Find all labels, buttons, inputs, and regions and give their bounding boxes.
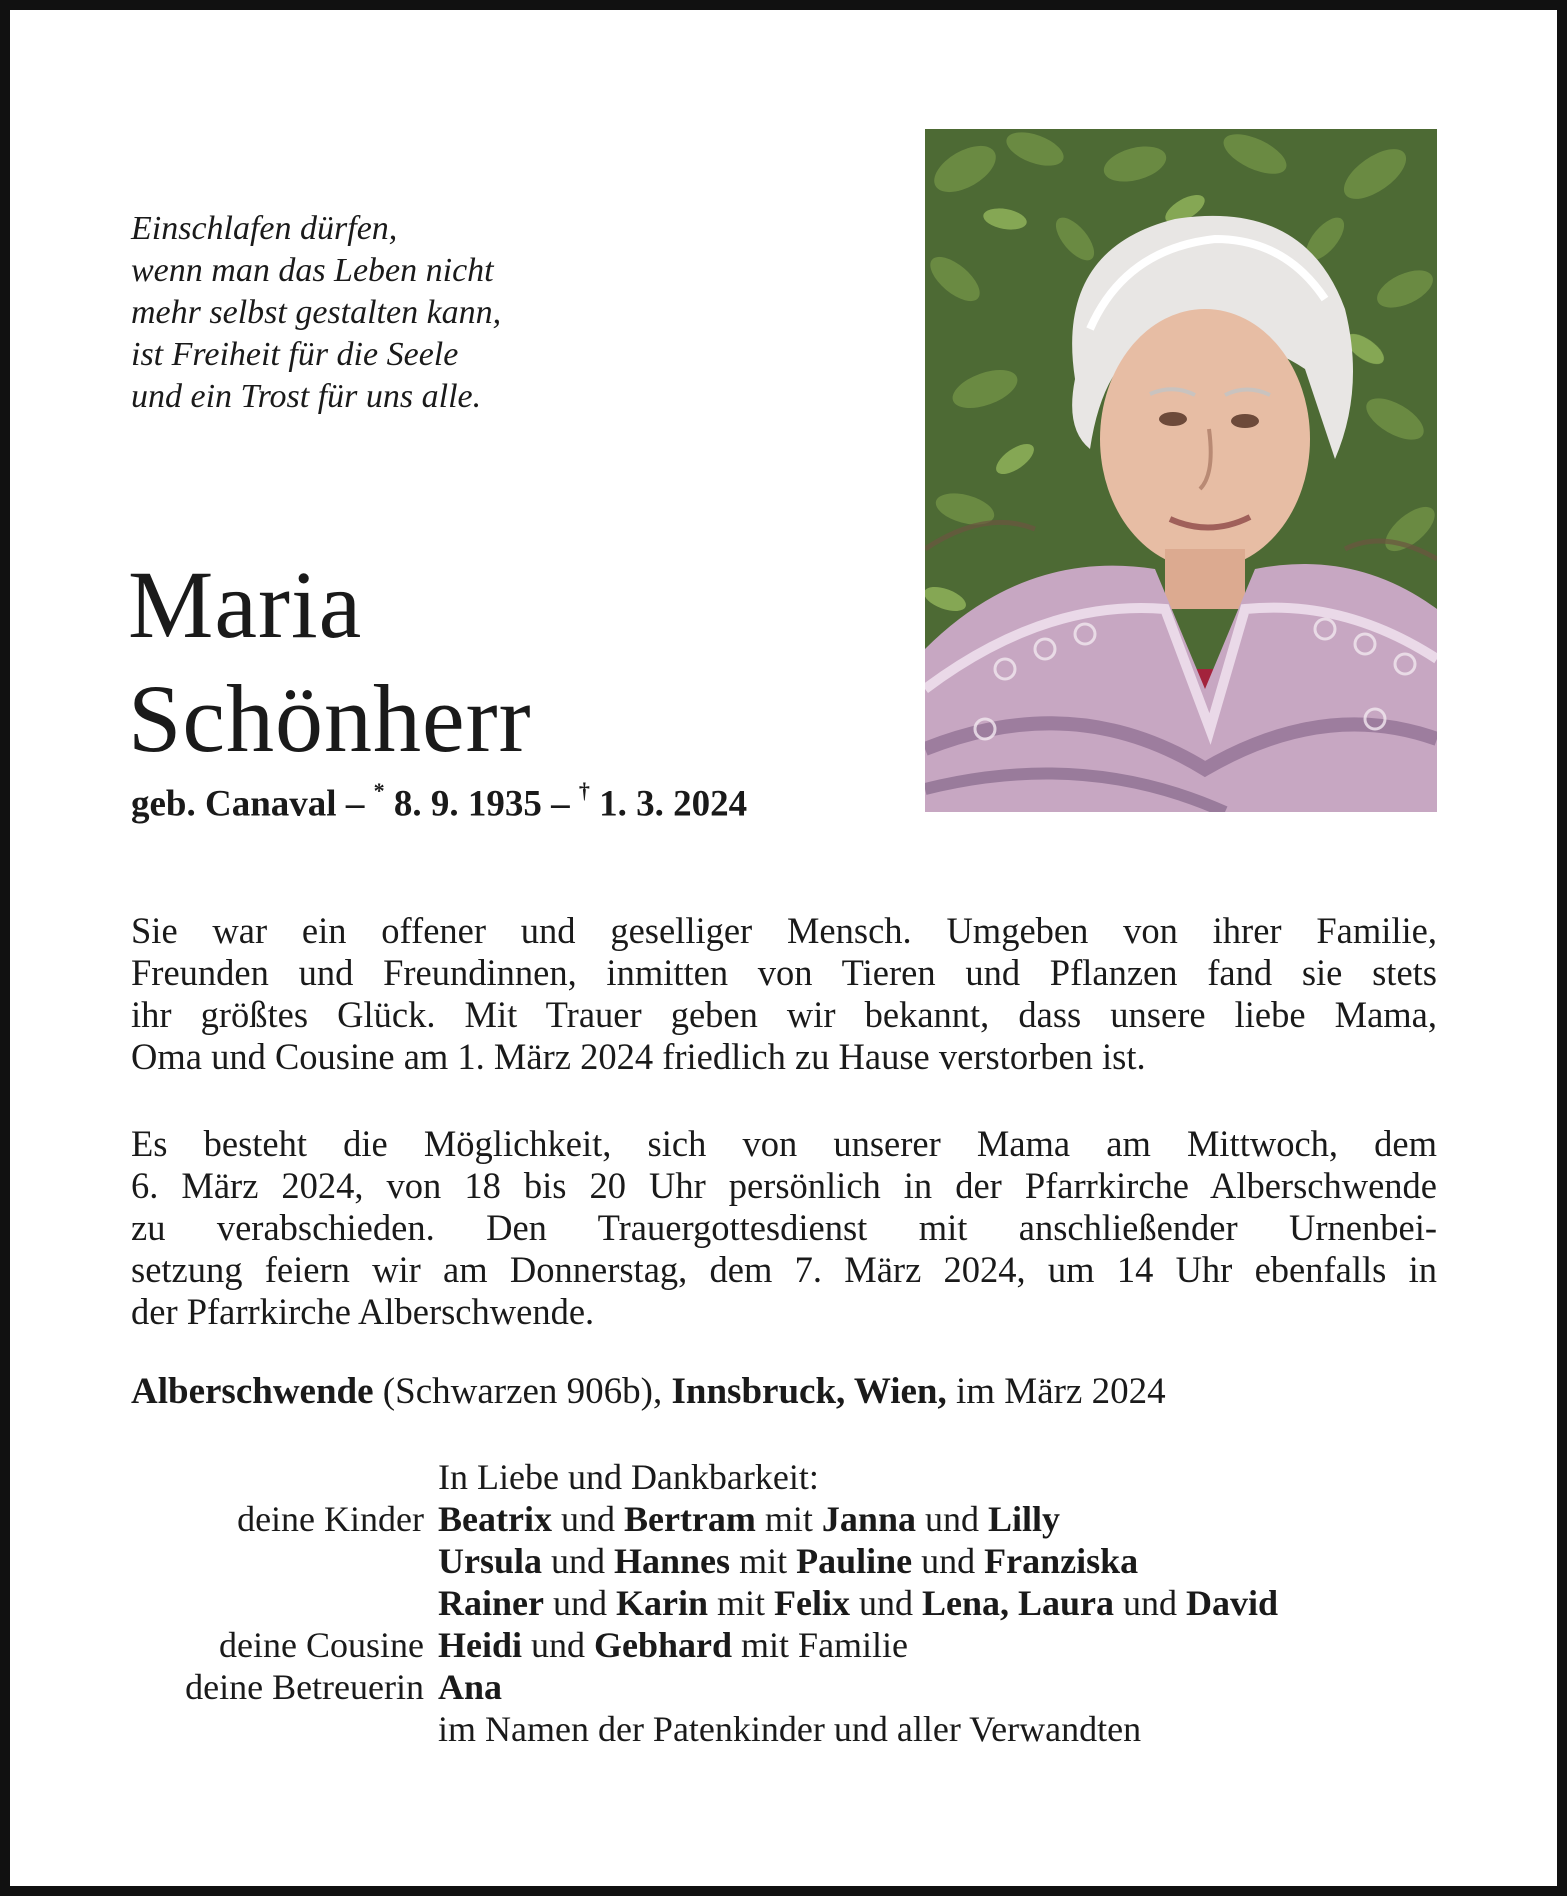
birth-symbol: * [373,778,385,803]
caregiver-label: deine Betreuerin [185,1667,424,1707]
children-line [438,1498,1060,1540]
paragraph-line: Sie war ein offener und geselliger Mensch. Umgeben von ihrer Familie, [131,910,1437,951]
name: Ursula [438,1541,543,1581]
name: Lena, Laura [922,1583,1115,1623]
birth-date: 8. 9. 1935 [393,783,542,825]
motto-line: ist Freiheit für die Seele [131,336,459,373]
children-line [438,1540,1138,1582]
children-line [438,1582,1278,1624]
paragraph-announcement [131,910,1437,1078]
name: Karin [615,1583,708,1623]
deceased-name [128,548,532,776]
paragraph-line: Es besteht die Möglichkeit, sich von unserer Mama am Mittwoch, dem [131,1123,1437,1164]
connector: mit [708,1583,775,1623]
last-name: Schönherr [128,665,532,772]
signature-intro: In Liebe und Dankbarkeit: [438,1457,819,1497]
connector: und [912,1541,985,1581]
name: Gebhard [594,1625,733,1665]
motto-line: wenn man das Leben nicht [131,252,494,289]
caregiver-row [0,1666,1567,1708]
town: Alberschwende [131,1371,374,1412]
connector: und [522,1625,595,1665]
children-row-2 [0,1540,1567,1582]
name: Heidi [438,1625,523,1665]
portrait-illustration [925,129,1437,812]
connector: mit [755,1499,822,1539]
connector: und [915,1499,988,1539]
name: David [1186,1583,1279,1623]
paragraph-line: zu verabschieden. Den Trauergottesdienst mit anschließender Urnenbei- [131,1207,1437,1248]
place-and-date [131,1370,1166,1413]
name: Beatrix [438,1499,552,1539]
paragraph-line: 6. März 2024, von 18 bis 20 Uhr persönlich in der Pfarrkirche Alberschwende [131,1165,1437,1206]
paragraph-line: setzung feiern wir am Donnerstag, dem 7. März 2024, um 14 Uhr ebenfalls in [131,1249,1437,1290]
separator: – [551,783,570,825]
paragraph-line: Freunden und Freundinnen, inmitten von Tieren und Pflanzen fand sie stets [131,952,1437,993]
other-towns: Innsbruck, Wien, [671,1371,947,1412]
signature-intro-row [0,1456,1567,1498]
name: Hannes [614,1541,731,1581]
connector: mit Familie [732,1625,909,1665]
cousin-label: deine Cousine [219,1625,424,1665]
closing-line: im Namen der Patenkinder und aller Verwandten [438,1709,1142,1749]
connector: mit [730,1541,797,1581]
connector: und [551,1499,624,1539]
motto-line: Einschlafen dürfen, [131,210,398,247]
connector: und [1114,1583,1187,1623]
death-symbol: † [578,778,590,803]
portrait-photo [925,129,1437,812]
name: Bertram [623,1499,756,1539]
caregiver-name: Ana [438,1667,503,1707]
cousin-row [0,1624,1567,1666]
name: Pauline [796,1541,913,1581]
children-row-1 [0,1498,1567,1540]
cousin-line [438,1624,908,1666]
address: (Schwarzen 906b), [373,1371,672,1412]
separator: – [345,783,365,825]
motto-line: und ein Trost für uns alle. [131,378,482,415]
death-date: 1. 3. 2024 [599,783,748,825]
connector: und [543,1583,616,1623]
closing-row [0,1708,1567,1750]
paragraph-line: der Pfarrkirche Alberschwende. [131,1291,595,1332]
name: Janna [821,1499,916,1539]
signature-block [0,1456,1567,1750]
paragraph-line: ihr größtes Glück. Mit Trauer geben wir bekannt, dass unsere liebe Mama, [131,994,1437,1035]
motto-line: mehr selbst gestalten kann, [131,294,502,331]
name: Rainer [438,1583,544,1623]
date: im März 2024 [946,1371,1166,1412]
children-row-3 [0,1582,1567,1624]
name: Felix [774,1583,850,1623]
name: Lilly [987,1499,1060,1539]
paragraph-funeral-details [131,1123,1437,1333]
motto-poem [131,208,651,418]
life-dates [131,778,748,825]
name: Franziska [984,1541,1139,1581]
connector: und [542,1541,615,1581]
first-name: Maria [128,551,363,658]
children-label: deine Kinder [237,1499,424,1539]
connector: und [850,1583,922,1623]
born-name: geb. Canaval [131,783,337,825]
paragraph-line: Oma und Cousine am 1. März 2024 friedlich zu Hause verstorben ist. [131,1036,1146,1077]
